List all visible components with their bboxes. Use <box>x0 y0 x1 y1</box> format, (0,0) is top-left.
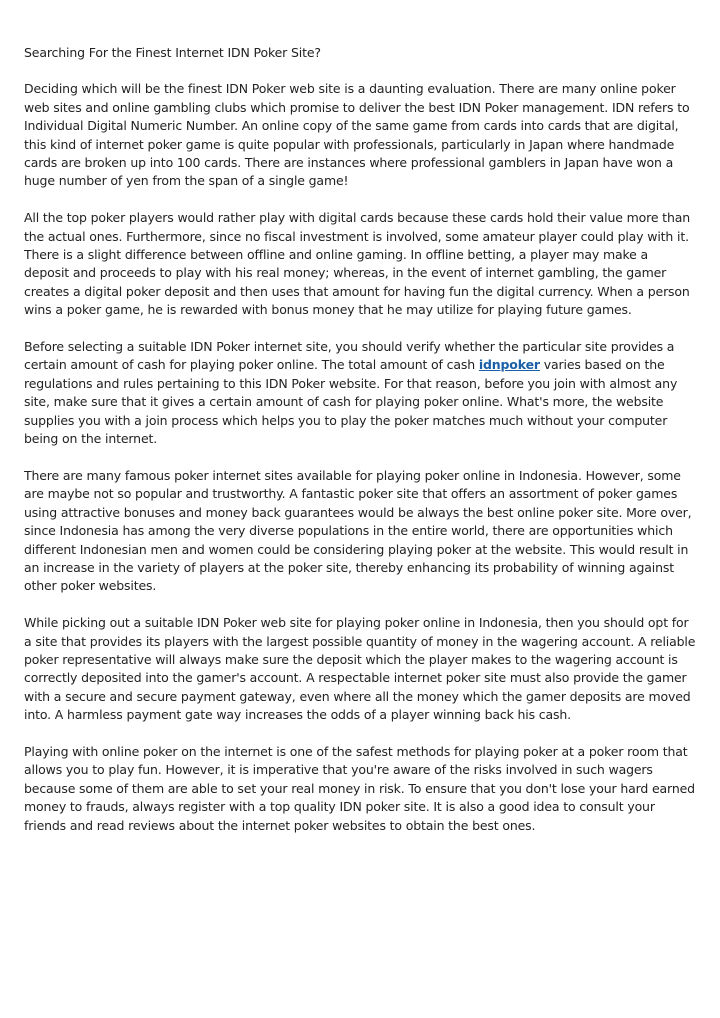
paragraph-6: Playing with online poker on the internet is one of the safest methods for playing poker at a poker room that allows you to play fun. However, it is imperative that you're aware of the risks involved in such wagers because some of them are able to set your real money in risk. To ensure that you don't lose your hard earned money to frauds, always register with a top quality IDN poker site. It is also a good idea to consult your friends and read reviews about the internet poker websites to obtain the best ones. <box>24 743 695 833</box>
paragraph-2: All the top poker players would rather play with digital cards because these cards hold their value more than the actual ones. Furthermore, since no fiscal investment is involved, some amateur player could play with it. There is a slight difference between offline and online gaming. In offline betting, a player may make a deposit and proceeds to play with his real money; whereas, in the event of internet gambling, the gamer creates a digital poker deposit and then uses that amount for having fun the digital currency. When a person wins a poker game, he is rewarded with bonus money that he may utilize for playing future games. <box>24 210 690 318</box>
paragraph-3-text-before: Before selecting a suitable IDN Poker internet site, you should verify whether the particular site provides a certain amount of cash for playing poker online. The total amount of cash <box>24 339 675 373</box>
paragraph-4: There are many famous poker internet sites available for playing poker online in Indonesia. However, some are maybe not so popular and trustworthy. A fantastic poker site that offers an assortment of poker games using attractive bonuses and money back guarantees would be always the best online poker site. More over, since Indonesia has among the very diverse populations in the entire world, there are opportunities which different Indonesian men and women could be considering playing poker at the website. This would result in an increase in the variety of players at the poker site, thereby enhancing its probability of winning against other poker websites. <box>24 467 692 594</box>
document-body <box>24 44 696 853</box>
document-title: Searching For the Finest Internet IDN Poker Site? <box>24 45 321 60</box>
paragraph-5: While picking out a suitable IDN Poker web site for playing poker online in Indonesia, then you should opt for a site that provides its players with the largest possible quantity of money in the wagering account. A reliable poker representative will always make sure the deposit which the player makes to the wagering account is correctly deposited into the gamer's account. A respectable internet poker site must also provide the gamer with a secure and secure payment gateway, even where all the money which the gamer deposits are moved into. A harmless payment gate way increases the odds of a player winning back his cash. <box>24 615 696 723</box>
paragraph-3-text-after: varies based on the regulations and rules pertaining to this IDN Poker website. For that reason, before you join with almost any site, make sure that it gives a certain amount of cash for playing poker online. What's more, the website supplies you with a join process which helps you to play the poker matches much without your computer being on the internet. <box>24 357 678 447</box>
idnpoker-link[interactable]: idnpoker <box>478 357 540 373</box>
paragraph-3 <box>24 338 696 448</box>
paragraph-1: Deciding which will be the finest IDN Poker web site is a daunting evaluation. There are many online poker web sites and online gambling clubs which promise to deliver the best IDN Poker management. IDN refers to Individual Digital Numeric Number. An online copy of the same game from cards into cards that are digital, this kind of internet poker game is quite popular with professionals, particularly in Japan where handmade cards are broken up into 100 cards. There are instances where professional gamblers in Japan have won a huge number of yen from the span of a single game! <box>24 81 690 189</box>
